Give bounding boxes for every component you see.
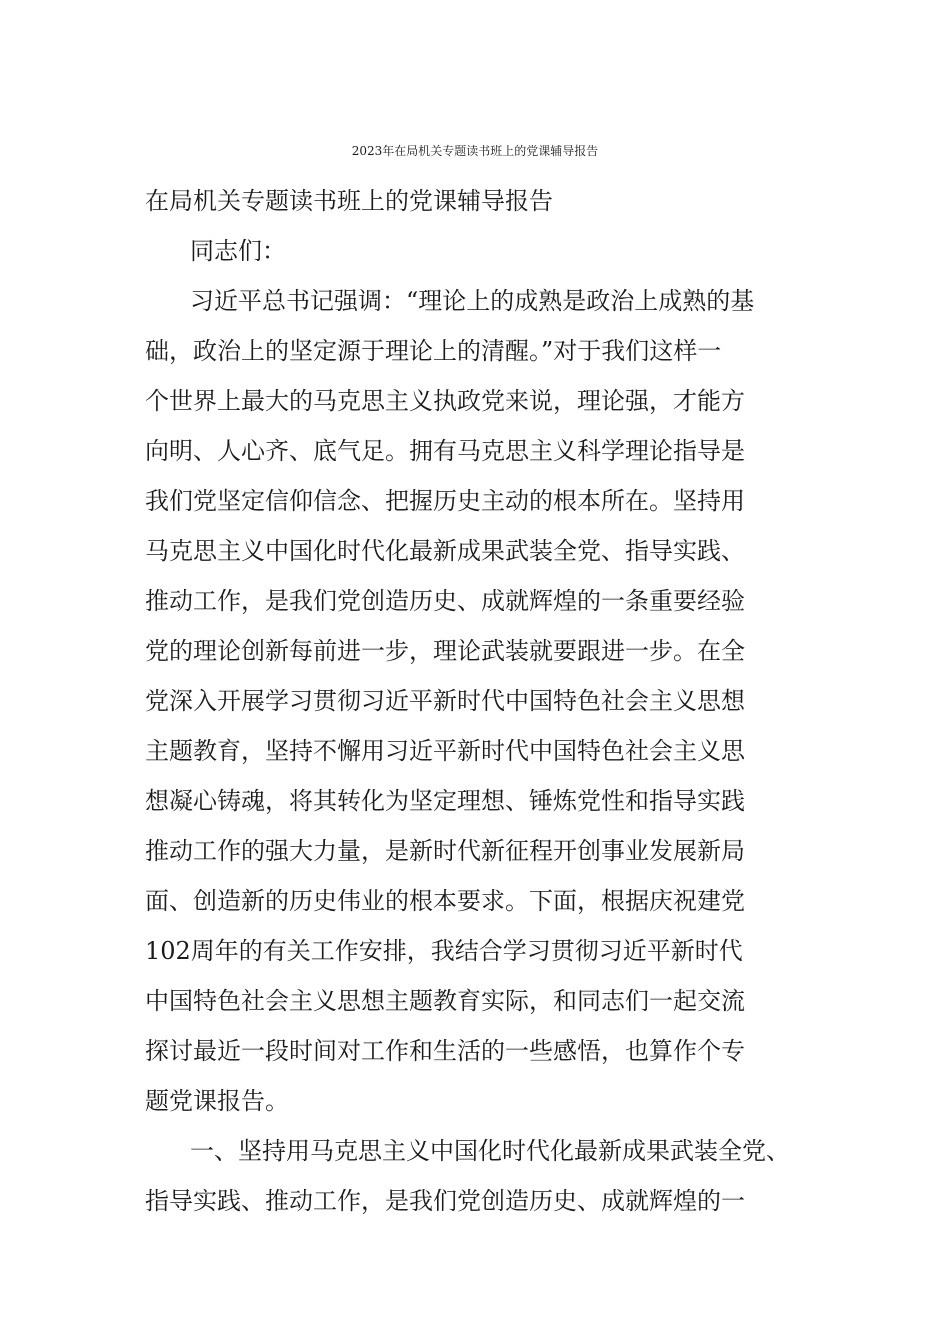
document-title: 2023年在局机关专题读书班上的党课辅导报告 — [351, 144, 599, 158]
paragraph-line: 党深入开展学习贯彻习近平新时代中国特色社会主义思想 — [145, 687, 745, 715]
section-heading-line: 指导实践、推动工作，是我们党创造历史、成就辉煌的一 — [145, 1187, 745, 1215]
paragraph-line: 推动工作，是我们党创造历史、成就辉煌的一条重要经验 — [145, 587, 745, 615]
greeting: 同志们： — [190, 237, 286, 265]
paragraph-line: 马克思主义中国化时代化最新成果武装全党、指导实践、 — [145, 537, 745, 565]
paragraph-line: 党的理论创新每前进一步，理论武装就要跟进一步。在全 — [145, 637, 745, 665]
paragraph-line: 中国特色社会主义思想主题教育实际，和同志们一起交流 — [145, 987, 745, 1015]
paragraph-line: 主题教育，坚持不懈用习近平新时代中国特色社会主义思 — [145, 737, 745, 765]
paragraph-line: 探讨最近一段时间对工作和生活的一些感悟，也算作个专 — [145, 1037, 745, 1065]
paragraph-line: 102周年的有关工作安排，我结合学习贯彻习近平新时代 — [145, 937, 743, 965]
paragraph-line: 个世界上最大的马克思主义执政党来说，理论强，才能方 — [145, 387, 745, 415]
paragraph-line: 面、创造新的历史伟业的根本要求。下面，根据庆祝建党 — [145, 887, 745, 915]
paragraph-line: 础，政治上的坚定源于理论上的清醒。”对于我们这样一 — [145, 337, 722, 365]
paragraph-line: 向明、人心齐、底气足。拥有马克思主义科学理论指导是 — [145, 437, 745, 465]
paragraph-line: 想凝心铸魂，将其转化为坚定理想、锤炼党性和指导实践 — [145, 787, 745, 815]
paragraph-line: 题党课报告。 — [145, 1087, 289, 1115]
section-heading-line: 一、坚持用马克思主义中国化时代化最新成果武装全党、 — [190, 1137, 790, 1165]
paragraph-line: 我们党坚定信仰信念、把握历史主动的根本所在。坚持用 — [145, 487, 745, 515]
paragraph-line: 习近平总书记强调：“理论上的成熟是政治上成熟的基 — [190, 287, 755, 315]
paragraph-line: 推动工作的强大力量，是新时代新征程开创事业发展新局 — [145, 837, 745, 865]
document-subtitle: 在局机关专题读书班上的党课辅导报告 — [145, 187, 553, 215]
